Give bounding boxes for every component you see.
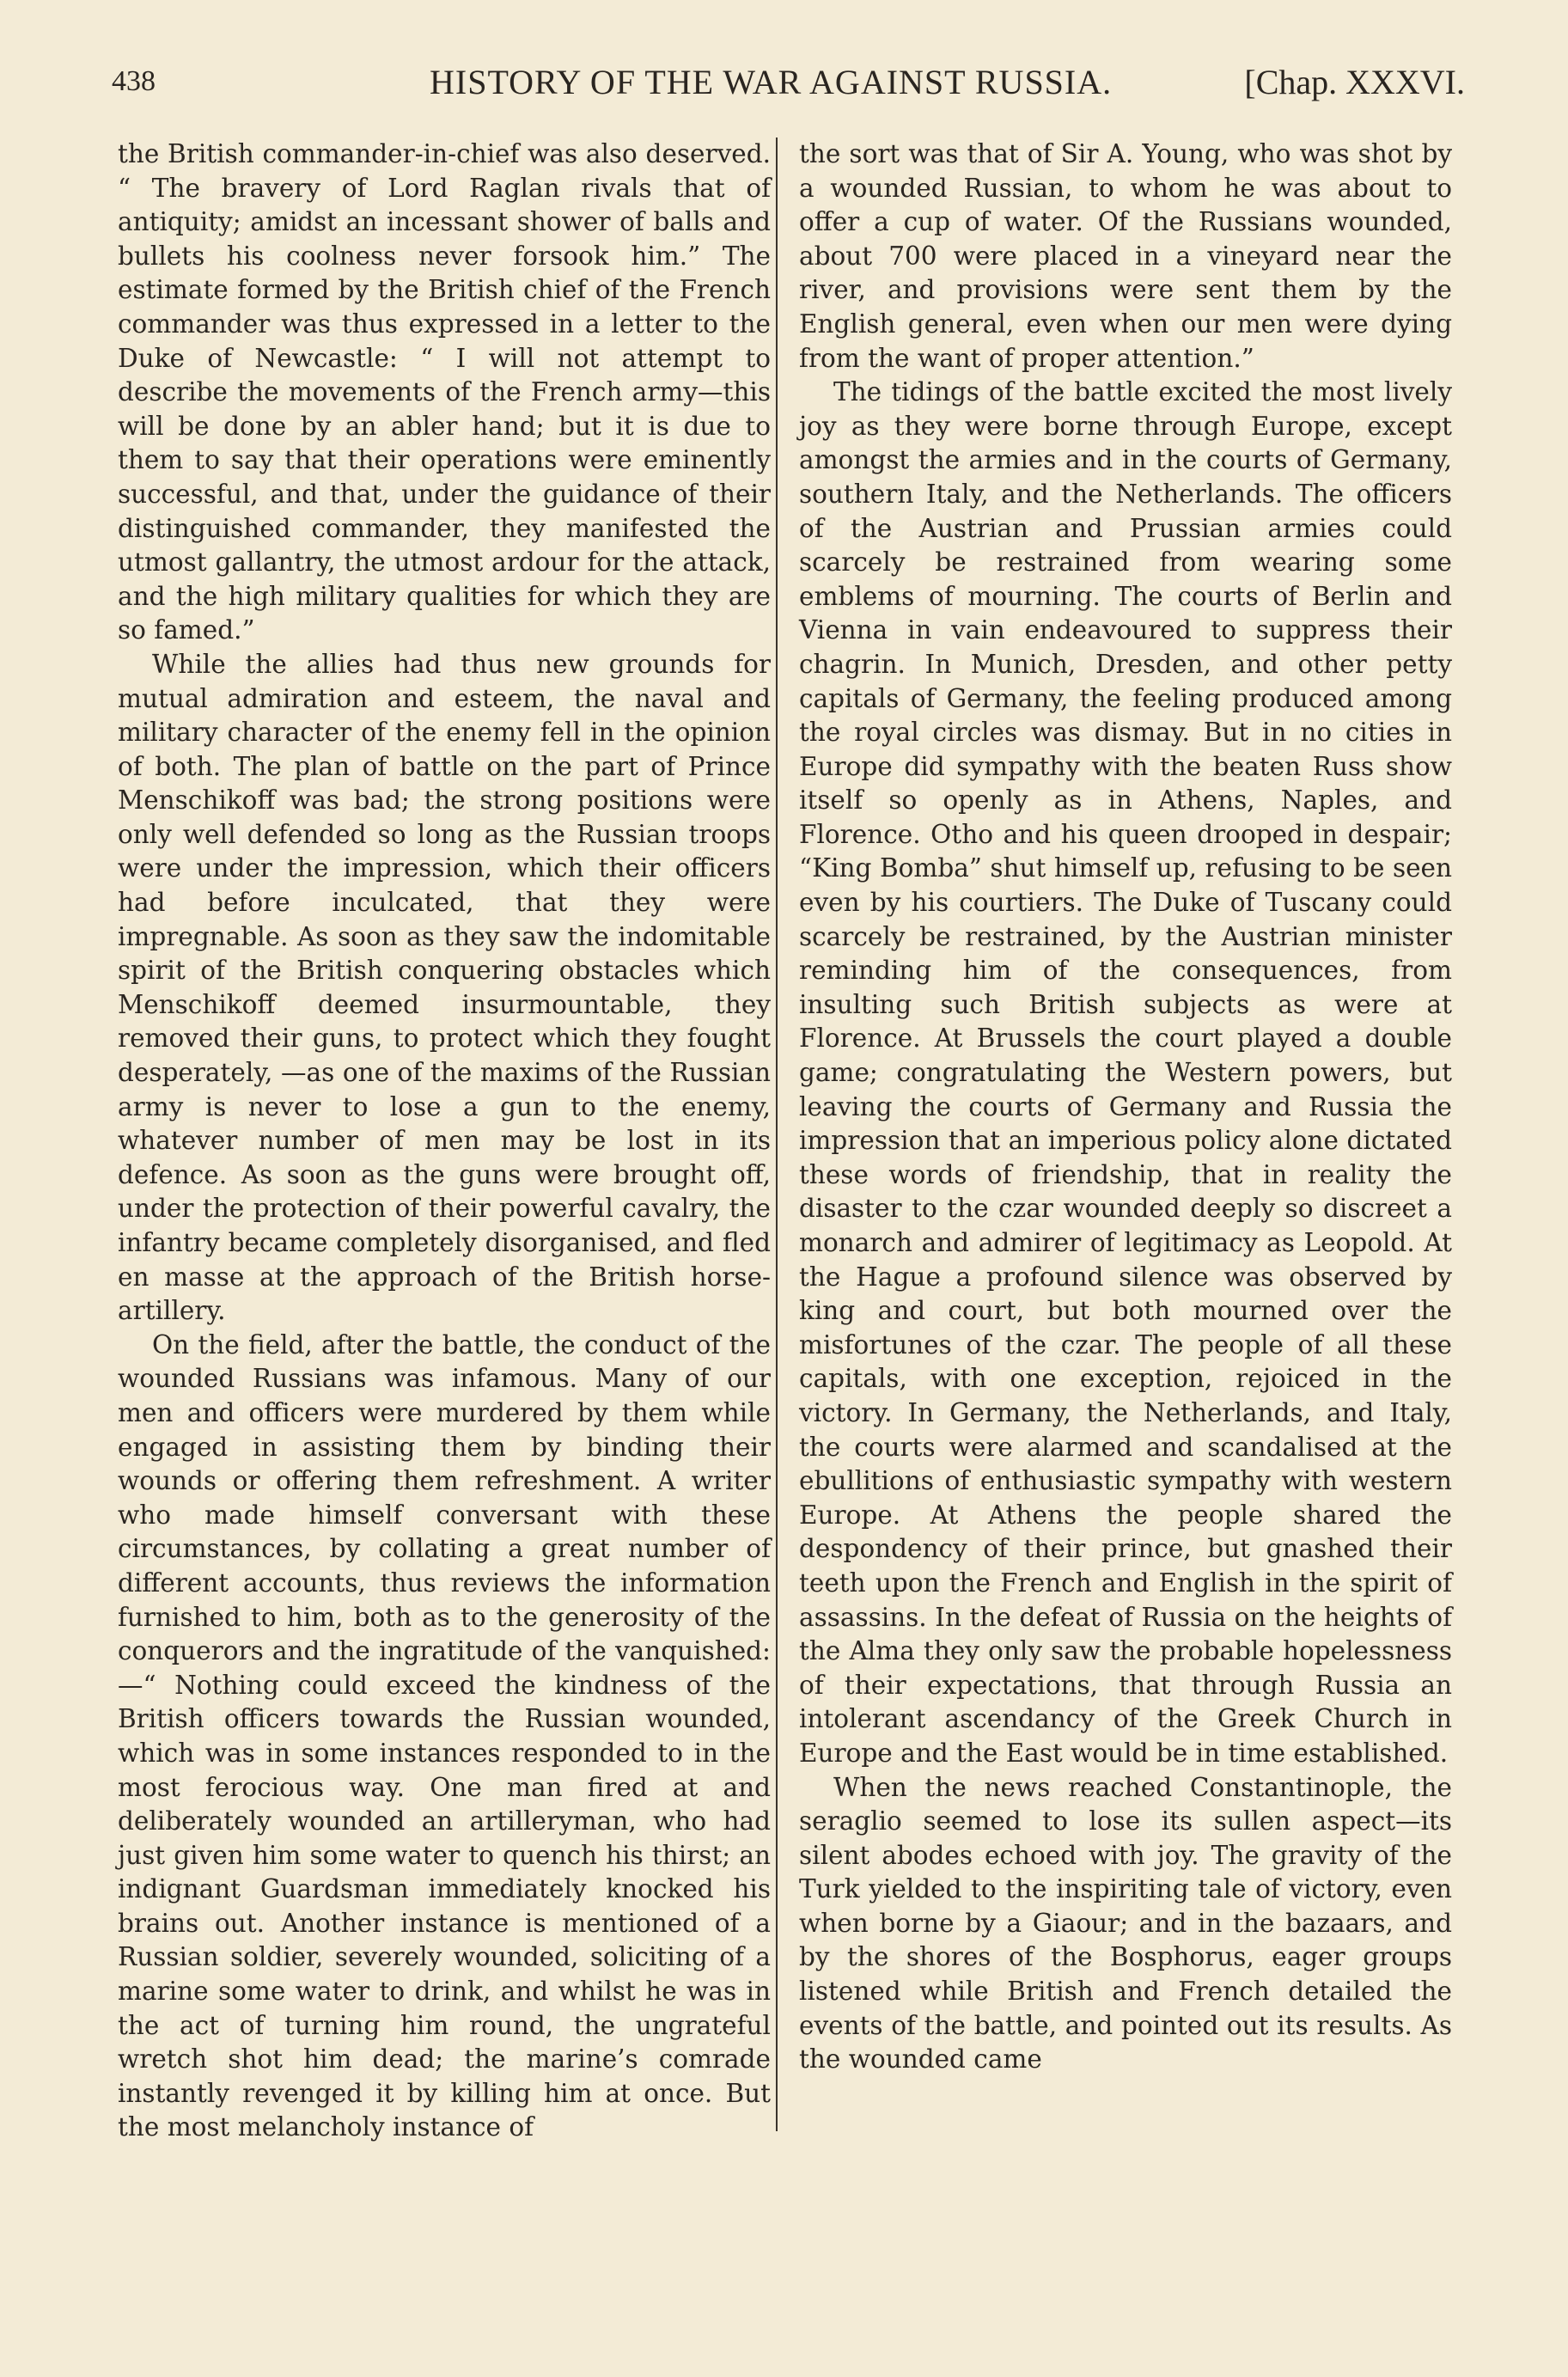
column-divider [776,137,778,2131]
paragraph: the British commander-in-chief was also deserved. “ The bravery of Lord Raglan rivals that of antiquity; amidst an incessant shower of balls and bullets his coolness never forsook him.” The estimate formed by the British chief of the French commander was thus expressed in a letter to the Duke of Newcastle: “ I will not attempt to describe the movements of the French army—this will be done by an abler hand; but it is due to them to say that their operations were eminently successful, and that, under the guidance of their distinguished commander, they manifested the utmost gallantry, the utmost ardour for the attack, and the high military qualities for which they are so famed.” [118,139,771,645]
running-title: HISTORY OF THE WAR AGAINST RUSSIA. [430,63,1113,101]
page-number: 438 [112,65,156,97]
paragraph: When the news reached Constantinople, the seraglio seemed to lose its sullen aspect—its silent abodes echoed with joy. The gravity of the Turk yielded to the inspiriting tale of victory, even when borne by a Giaour; and in the bazaars, and by the shores of the Bosphorus, eager groups listened while British and French detailed the events of the battle, and pointed out its results. As the wounded came [799,1772,1452,2075]
right-column [799,137,1452,2077]
chapter-label: [Chap. XXXVI. [1244,63,1465,101]
paragraph: While the allies had thus new grounds for mutual admiration and esteem, the naval and military character of the enemy fell in the opinion of both. The plan of battle on the part of Prince Menschikoff was bad; the strong positions were only well defended so long as the Russian troops were under the impression, which their officers had before inculcated, that they were impregnable. As soon as they saw the indomitable spirit of the British conquering obstacles which Menschikoff deemed insurmountable, they removed their guns, to protect which they fought desperately, —as one of the maxims of the Russian army is never to lose a gun to the enemy, whatever number of men may be lost in its defence. As soon as the guns were brought off, under the protection of their powerful cavalry, the infantry became completely disorganised, and fled en masse at the approach of the British horse-artillery. [118,649,771,1326]
left-column [118,137,771,2145]
paragraph: The tidings of the battle excited the most lively joy as they were borne through Europe, except amongst the armies and in the courts of Germany, southern Italy, and the Netherlands. The officers of the Austrian and Prussian armies could scarcely be restrained from wearing some emblems of mourning. The courts of Berlin and Vienna in vain endeavoured to suppress their chagrin. In Munich, Dresden, and other petty capitals of Germany, the feeling produced among the royal circles was dismay. But in no cities in Europe did sympathy with the beaten Russ show itself so openly as in Athens, Naples, and Florence. Otho and his queen drooped in despair; “King Bomba” shut himself up, refusing to be seen even by his courtiers. The Duke of Tuscany could scarcely be restrained, by the Austrian minister reminding him of the consequences, from insulting such British subjects as were at Florence. At Brussels the court played a double game; congratulating the Western powers, but leaving the courts of Germany and Russia the impression that an imperious policy alone dictated these words of friendship, that in reality the disaster to the czar wounded deeply so discreet a monarch and admirer of legitimacy as Leopold. At the Hague a profound silence was observed by king and court, but both mourned over the misfortunes of the czar. The people of all these capitals, with one exception, rejoiced in the victory. In Germany, the Netherlands, and Italy, the courts were alarmed and scandalised at the ebullitions of enthusiastic sympathy with western Europe. At Athens the people shared the despondency of their prince, but gnashed their teeth upon the French and English in the spirit of assassins. In the defeat of Russia on the heights of the Alma they only saw the probable hopelessness of their expectations, that through Russia an intolerant ascendancy of the Greek Church in Europe and the East would be in time established. [799,377,1452,1768]
paragraph: the sort was that of Sir A. Young, who was shot by a wounded Russian, to whom he was about to offer a cup of water. Of the Russians wounded, about 700 were placed in a vineyard near the river, and provisions were sent them by the English general, even when our men were dying from the want of proper attention.” [799,139,1452,373]
page-header [112,62,1465,113]
paragraph: On the field, after the battle, the conduct of the wounded Russians was infamous. Many of our men and officers were murdered by them while engaged in assisting them by binding their wounds or offering them refreshment. A writer who made himself conversant with these circumstances, by collating a great number of different accounts, thus reviews the information furnished to him, both as to the generosity of the conquerors and the ingratitude of the vanquished:—“ Nothing could exceed the kindness of the British officers towards the Russian wounded, which was in some instances responded to in the most ferocious way. One man fired at and deliberately wounded an artilleryman, who had just given him some water to quench his thirst; an indignant Guardsman immediately knocked his brains out. Another instance is mentioned of a Russian soldier, severely wounded, soliciting of a marine some water to drink, and whilst he was in the act of turning him round, the ungrateful wretch shot him dead; the marine’s comrade instantly revenged it by killing him at once. But the most melancholy instance of [118,1329,771,2142]
